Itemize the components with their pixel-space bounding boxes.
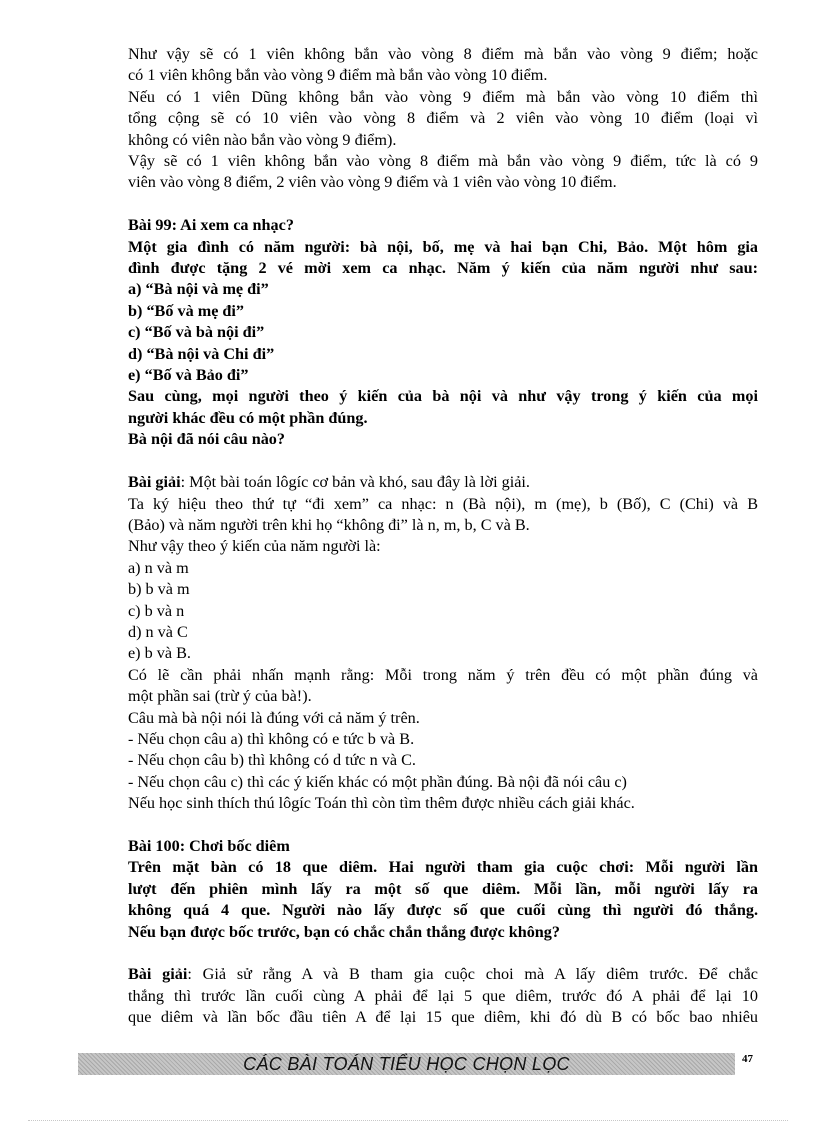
problem-line: người khác đều có một phần đúng. (128, 408, 368, 427)
solution-line: (Bảo) và năm người trên khi họ “không đi” là n, m, b, C và B. (128, 515, 530, 534)
solution-text: : Giả sử rằng A và B tham gia cuộc choi mà A lấy diêm trước. Để chắc (187, 965, 758, 984)
problem-title: Bài 99: Ai xem ca nhạc? (128, 216, 294, 235)
solution-line: Có lẽ cần phải nhấn mạnh rằng: Mỗi trong năm ý trên đều có một phần đúng và (128, 665, 758, 684)
solution-line: Câu mà bà nội nói là đúng với cả năm ý trên. (128, 708, 420, 727)
problem-line: không quá 4 que. Người nào lấy được số que cuối cùng thì người đó thắng. (128, 901, 758, 920)
page-number: 47 (742, 1053, 753, 1065)
problem-line: Một gia đình có năm người: bà nội, bố, mẹ và hai bạn Chi, Bảo. Một hôm gia (128, 237, 758, 256)
intro-paragraph (128, 44, 758, 194)
problem-option: c) “Bố và bà nội đi” (128, 323, 265, 342)
solution-line: Như vậy theo ý kiến của năm người là: (128, 537, 381, 556)
solution-line: c) b và n (128, 601, 185, 620)
text-line: có 1 viên không bắn vào vòng 9 điểm mà bắn vào vòng 10 điểm. (128, 66, 548, 85)
solution-label: Bài giải (128, 473, 181, 492)
solution-line: Ta ký hiệu theo thứ tự “đi xem” ca nhạc: n (Bà nội), m (mẹ), b (Bố), C (Chi) và B (128, 494, 758, 513)
text-line: viên vào vòng 8 điểm, 2 viên vào vòng 9 điểm và 1 viên vào vòng 10 điểm. (128, 173, 617, 192)
solution-line: Nếu học sinh thích thú lôgíc Toán thì còn tìm thêm được nhiều cách giải khác. (128, 794, 635, 813)
solution-line: b) b và m (128, 580, 190, 599)
text-line: Vậy sẽ có 1 viên không bắn vào vòng 8 điểm mà bắn vào vòng 9 điểm, tức là có 9 (128, 152, 758, 171)
problem-option: a) “Bà nội và mẹ đi” (128, 280, 269, 299)
problem-99 (128, 215, 758, 450)
solution-first-line (128, 964, 758, 985)
page-content (128, 44, 758, 1029)
solution-100 (128, 964, 758, 1028)
text-line: không có viên nào bắn vào vòng 9 điểm). (128, 130, 397, 149)
problem-question: Bà nội đã nói câu nào? (128, 430, 285, 449)
problem-question: Nếu bạn được bốc trước, bạn có chắc chắn thắng được không? (128, 922, 560, 941)
solution-99 (128, 472, 758, 815)
page-bottom-divider (28, 1120, 788, 1121)
problem-line: Trên mặt bàn có 18 que diêm. Hai người tham gia cuộc chơi: Mỗi người lần (128, 858, 758, 877)
solution-text: : Một bài toán lôgíc cơ bản và khó, sau đây là lời giải. (180, 473, 530, 492)
solution-line: d) n và C (128, 622, 188, 641)
problem-title: Bài 100: Chơi bốc diêm (128, 836, 290, 855)
solution-line: - Nếu chọn câu b) thì không có d tức n và C. (128, 751, 416, 770)
problem-option: b) “Bố và mẹ đi” (128, 301, 245, 320)
problem-line: đình được tặng 2 vé mời xem ca nhạc. Năm ý kiến của năm người như sau: (128, 259, 758, 278)
problem-option: d) “Bà nội và Chi đi” (128, 344, 275, 363)
problem-option: e) “Bố và Bảo đi” (128, 366, 249, 385)
solution-label: Bài giải (128, 965, 188, 984)
problem-100 (128, 836, 758, 943)
problem-line: lượt đến phiên mình lấy ra một số que diêm. Mỗi lần, mỗi người lấy ra (128, 879, 758, 898)
solution-line: - Nếu chọn câu c) thì các ý kiến khác có một phần đúng. Bà nội đã nói câu c) (128, 772, 627, 791)
text-line: tổng cộng sẽ có 10 viên vào vòng 8 điểm và 2 viên vào vòng 10 điểm (loại vì (128, 109, 758, 128)
text-line: Như vậy sẽ có 1 viên không bắn vào vòng 8 điểm mà bắn vào vòng 9 điểm; hoặc (128, 45, 758, 63)
solution-line: a) n và m (128, 558, 189, 577)
solution-line: thắng thì trước lần cuối cùng A phải để lại 5 que diêm, trước đó A phải để lại 10 (128, 986, 758, 1005)
book-title: CÁC BÀI TOÁN TIỂU HỌC CHỌN LỌC (243, 1054, 570, 1074)
solution-line: một phần sai (trừ ý của bà!). (128, 687, 312, 706)
problem-line: Sau cùng, mọi người theo ý kiến của bà nội và như vậy trong ý kiến của mọi (128, 387, 758, 406)
text-line: Nếu có 1 viên Dũng không bắn vào vòng 9 điểm mà bắn vào vòng 10 điểm thì (128, 87, 758, 106)
solution-line: e) b và B. (128, 644, 191, 663)
solution-line: - Nếu chọn câu a) thì không có e tức b và B. (128, 729, 415, 748)
solution-first-line (128, 472, 758, 493)
solution-line: que diêm và lần bốc đầu tiên A để lại 15 que diêm, khi đó dù B có bốc bao nhiêu (128, 1008, 758, 1027)
footer-banner (78, 1053, 735, 1075)
